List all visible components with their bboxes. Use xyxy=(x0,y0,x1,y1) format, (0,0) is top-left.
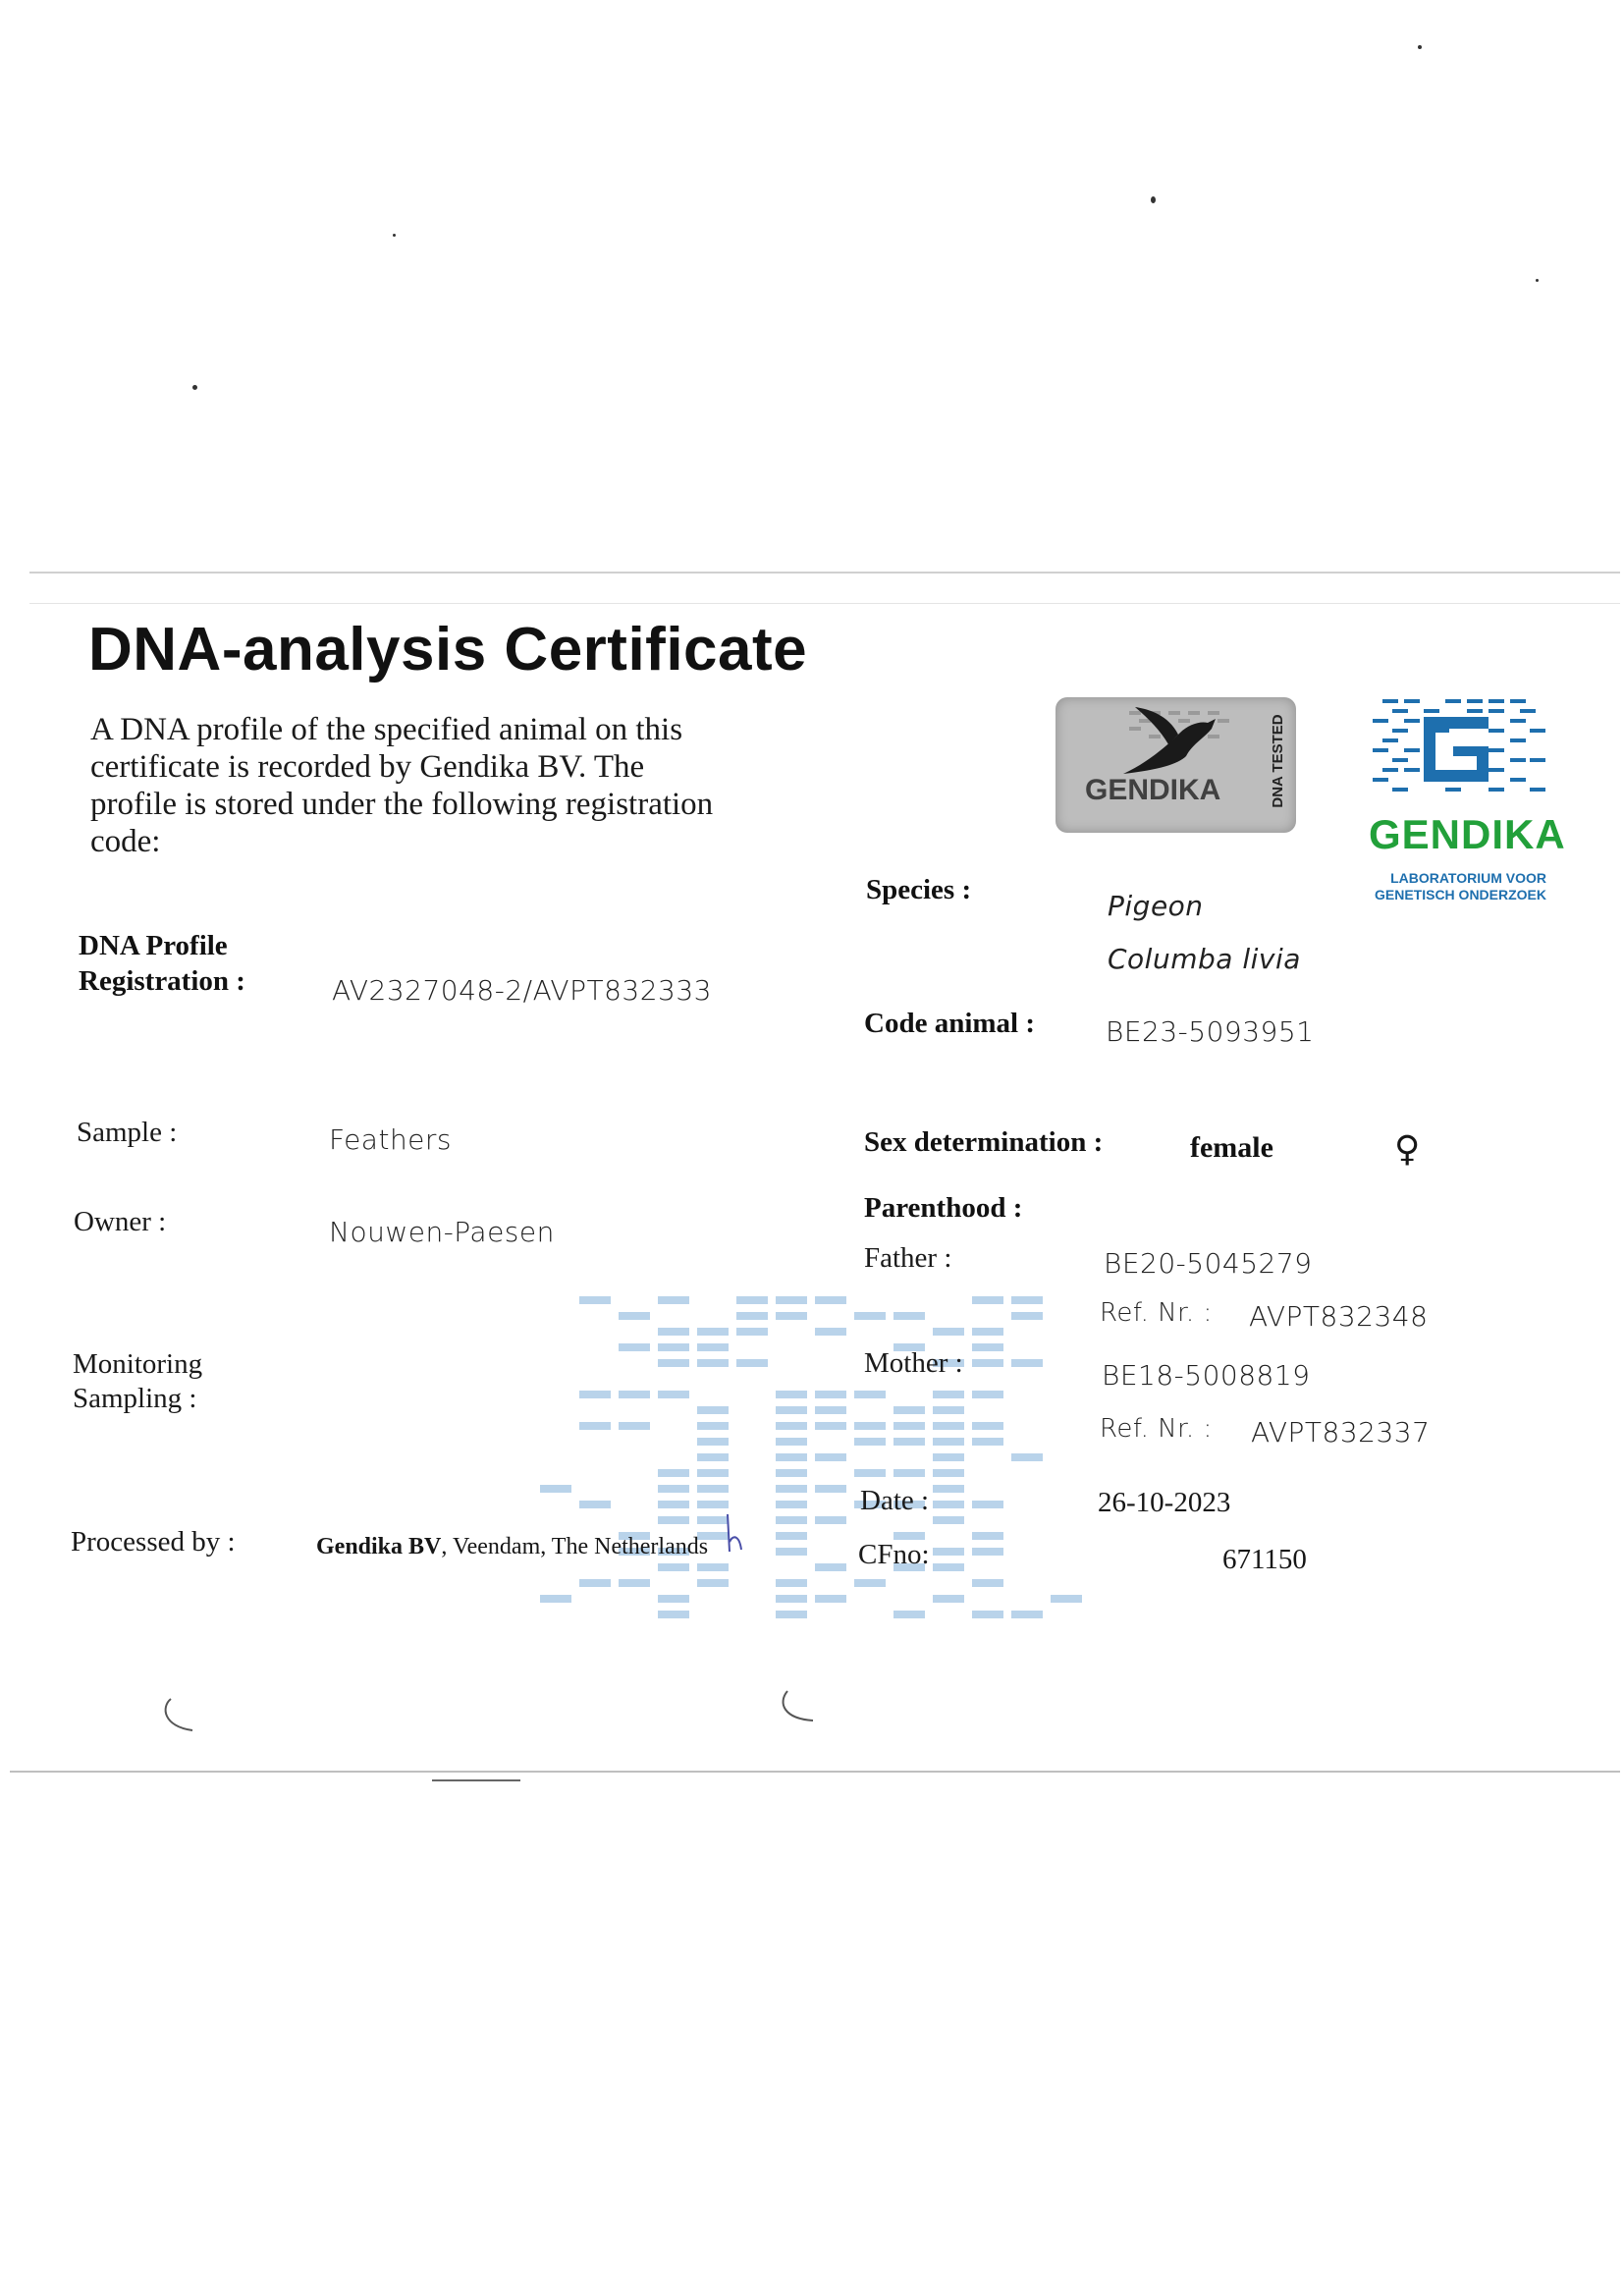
registration-label-line1: DNA Profile xyxy=(79,930,228,961)
registration-value: AV2327048-2/AVPT832333 xyxy=(332,974,712,1007)
owner-label: Owner : xyxy=(74,1206,167,1237)
date-value: 26-10-2023 xyxy=(1098,1487,1231,1518)
mother-ref-value: AVPT832337 xyxy=(1251,1416,1431,1449)
dna-tested-seal xyxy=(1056,697,1296,833)
cfno-label: CFno: xyxy=(858,1539,930,1570)
registration-label-line2: Registration : xyxy=(79,965,245,997)
punch-hole-mark xyxy=(157,1697,196,1736)
seal-side-text: DNA TESTED xyxy=(1270,714,1286,808)
card-top-edge-shadow xyxy=(29,603,1620,604)
code-animal-value: BE23-5093951 xyxy=(1106,1015,1315,1048)
processed-place: , Veendam, The Netherlands xyxy=(441,1534,709,1559)
processed-by-label: Processed by : xyxy=(71,1526,236,1558)
card-top-edge xyxy=(29,572,1620,574)
pen-stroke xyxy=(722,1512,751,1561)
species-common-name: Pigeon xyxy=(1108,890,1204,922)
monitoring-label-line1: Monitoring xyxy=(73,1348,203,1380)
gendika-logo-name: GENDIKA xyxy=(1369,811,1566,857)
father-label: Father : xyxy=(864,1242,952,1274)
date-label: Date : xyxy=(860,1485,930,1516)
card-bottom-edge-mark xyxy=(432,1779,520,1781)
sample-value: Feathers xyxy=(329,1123,453,1156)
gendika-logo-mark xyxy=(1369,695,1549,803)
processed-company: Gendika BV xyxy=(316,1534,442,1559)
processed-by-value xyxy=(316,1534,708,1560)
father-ref-value: AVPT832348 xyxy=(1249,1300,1429,1333)
certificate-intro: A DNA profile of the specified animal on this certificate is recorded by Gendika BV. The profile is stored under the following registration code: xyxy=(90,712,714,859)
scan-speck xyxy=(1151,196,1156,203)
monitoring-label-line2: Sampling : xyxy=(73,1383,197,1414)
scan-speck xyxy=(1536,279,1539,282)
species-label: Species : xyxy=(866,874,972,905)
card-bottom-edge xyxy=(10,1771,1620,1773)
mother-ref-label: Ref. Nr. : xyxy=(1100,1414,1213,1444)
seal-text: GENDIKA xyxy=(1085,774,1221,806)
punch-hole-mark xyxy=(778,1689,817,1728)
cfno-value: 671150 xyxy=(1222,1544,1307,1575)
owner-value: Nouwen-Paesen xyxy=(329,1216,555,1248)
female-symbol-icon: ♀ xyxy=(1394,1129,1421,1170)
sex-value: female xyxy=(1190,1131,1273,1164)
scan-speck xyxy=(192,385,197,390)
sample-label: Sample : xyxy=(77,1117,178,1148)
gendika-subtitle-line1: LABORATORIUM VOOR xyxy=(1390,870,1546,886)
parenthood-label: Parenthood : xyxy=(864,1192,1023,1224)
scan-speck xyxy=(393,234,396,237)
gendika-subtitle-line2: GENETISCH ONDERZOEK xyxy=(1374,887,1546,902)
scan-speck xyxy=(1418,45,1422,49)
sex-determination-label: Sex determination : xyxy=(864,1126,1104,1158)
father-ref-label: Ref. Nr. : xyxy=(1100,1298,1213,1328)
certificate-title: DNA-analysis Certificate xyxy=(88,616,808,683)
gendika-watermark xyxy=(530,1296,1119,1660)
species-latin-name: Columba livia xyxy=(1108,943,1301,975)
mother-value: BE18-5008819 xyxy=(1102,1359,1311,1392)
mother-label: Mother : xyxy=(864,1347,963,1379)
pigeon-icon xyxy=(1110,705,1257,784)
code-animal-label: Code animal : xyxy=(864,1008,1035,1039)
gendika-logo-subtitle xyxy=(1370,870,1546,903)
father-value: BE20-5045279 xyxy=(1104,1247,1313,1280)
